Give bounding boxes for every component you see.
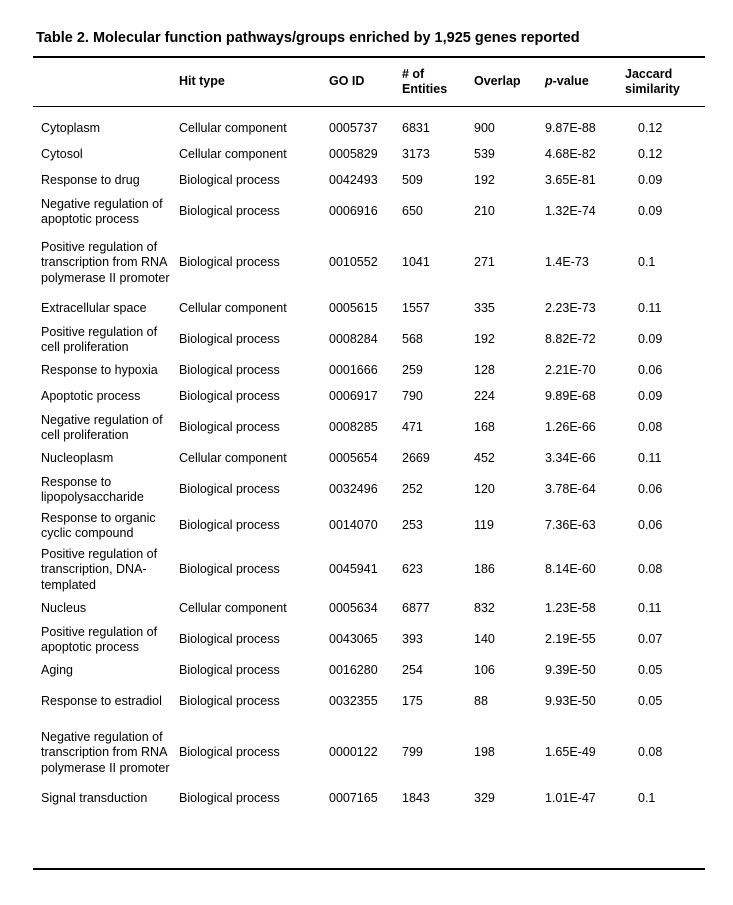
table-row [33, 322, 713, 358]
hit-type-cell: Biological process [179, 562, 280, 577]
entities-cell: 1041 [402, 255, 430, 270]
pathway-cell: Negative regulation of transcription from RNA polymerase II promoter [41, 729, 170, 775]
go-id-cell: 0016280 [329, 663, 378, 678]
overlap-cell: 192 [474, 332, 495, 347]
entities-cell: 509 [402, 173, 423, 188]
jaccard-cell: 0.09 [638, 204, 663, 219]
overlap-cell: 224 [474, 389, 495, 404]
go-id-cell: 0045941 [329, 562, 378, 577]
go-id-cell: 0008285 [329, 420, 378, 435]
hit-type-cell: Biological process [179, 332, 280, 347]
table-caption: Table 2. Molecular function pathways/groups enriched by 1,925 genes reported [36, 30, 580, 46]
entities-cell: 568 [402, 332, 423, 347]
pathway-cell: Positive regulation of transcription, DNA-templated [41, 546, 158, 592]
p-value-cell: 2.23E-73 [545, 301, 596, 316]
pathway-cell: Cytoplasm [41, 121, 101, 136]
table-row [33, 168, 713, 194]
jaccard-cell: 0.06 [638, 518, 663, 533]
table-row [33, 142, 713, 168]
hit-type-cell: Biological process [179, 632, 280, 647]
go-id-cell: 0032355 [329, 694, 378, 709]
hit-type-cell: Biological process [179, 482, 280, 497]
jaccard-cell: 0.09 [638, 389, 663, 404]
pathway-cell: Positive regulation of apoptotic process [41, 624, 158, 654]
hit-type-cell: Biological process [179, 694, 280, 709]
pathway-cell: Response to hypoxia [41, 363, 158, 378]
header-hit-type: Hit type [179, 74, 225, 89]
table-row [33, 684, 713, 720]
p-value-cell: 9.89E-68 [545, 389, 596, 404]
table-row [33, 544, 713, 596]
p-value-cell: 1.23E-58 [545, 601, 596, 616]
go-id-cell: 0001666 [329, 363, 378, 378]
table-row [33, 296, 713, 322]
jaccard-cell: 0.11 [638, 451, 662, 466]
entities-cell: 6831 [402, 121, 430, 136]
p-value-cell: 1.26E-66 [545, 420, 596, 435]
header-go-id: GO ID [329, 74, 365, 89]
jaccard-cell: 0.05 [638, 663, 663, 678]
overlap-cell: 192 [474, 173, 495, 188]
p-value-cell: 2.19E-55 [545, 632, 596, 647]
p-value-cell: 1.01E-47 [545, 791, 596, 806]
overlap-cell: 119 [474, 518, 494, 533]
table-row [33, 720, 713, 786]
enrichment-table [33, 58, 713, 812]
table-row [33, 596, 713, 622]
table-row [33, 472, 713, 508]
spacer-cell [33, 106, 713, 116]
pathway-cell: Signal transduction [41, 791, 148, 806]
hit-type-cell: Biological process [179, 255, 280, 270]
go-id-cell: 0014070 [329, 518, 378, 533]
header-pathway [33, 58, 179, 106]
pathway-cell: Negative regulation of apoptotic process [41, 196, 163, 226]
entities-cell: 623 [402, 562, 423, 577]
jaccard-cell: 0.08 [638, 745, 663, 760]
overlap-cell: 271 [474, 255, 495, 270]
entities-cell: 2669 [402, 451, 430, 466]
pathway-cell: Response to drug [41, 173, 140, 188]
entities-cell: 471 [402, 420, 423, 435]
jaccard-cell: 0.05 [638, 694, 663, 709]
hit-type-cell: Biological process [179, 663, 280, 678]
go-id-cell: 0000122 [329, 745, 378, 760]
hit-type-cell: Biological process [179, 389, 280, 404]
header-entities-line2: Entities [402, 82, 448, 96]
p-value-cell: 7.36E-63 [545, 518, 596, 533]
hit-type-cell: Biological process [179, 204, 280, 219]
overlap-cell: 210 [474, 204, 495, 219]
hit-type-cell: Cellular component [179, 147, 287, 162]
pathway-cell: Extracellular space [41, 301, 147, 316]
hit-type-cell: Biological process [179, 173, 280, 188]
overlap-cell: 539 [474, 147, 495, 162]
entities-cell: 650 [402, 204, 423, 219]
pathway-cell: Response to organic cyclic compound [41, 510, 156, 540]
p-value-cell: 8.14E-60 [545, 562, 596, 577]
p-value-cell: 9.93E-50 [545, 694, 596, 709]
entities-cell: 253 [402, 518, 423, 533]
pathway-cell: Positive regulation of cell proliferation [41, 324, 158, 354]
overlap-cell: 452 [474, 451, 495, 466]
entities-cell: 3173 [402, 147, 430, 162]
entities-cell: 790 [402, 389, 423, 404]
jaccard-cell: 0.1 [638, 255, 656, 270]
go-id-cell: 0005654 [329, 451, 378, 466]
overlap-cell: 106 [474, 663, 495, 678]
go-id-cell: 0043065 [329, 632, 378, 647]
jaccard-cell: 0.06 [638, 363, 663, 378]
table-row [33, 116, 713, 142]
go-id-cell: 0042493 [329, 173, 378, 188]
entities-cell: 799 [402, 745, 423, 760]
p-value-cell: 1.65E-49 [545, 745, 596, 760]
table-row [33, 230, 713, 296]
table-row [33, 658, 713, 684]
p-value-cell: 1.32E-74 [545, 204, 596, 219]
hit-type-cell: Cellular component [179, 301, 287, 316]
table-header [33, 58, 713, 106]
go-id-cell: 0007165 [329, 791, 378, 806]
hit-type-cell: Biological process [179, 518, 280, 533]
header-jaccard-line2: similarity [625, 82, 680, 96]
jaccard-cell: 0.08 [638, 420, 663, 435]
jaccard-cell: 0.12 [638, 147, 663, 162]
go-id-cell: 0005615 [329, 301, 378, 316]
pathway-cell: Positive regulation of transcription from RNA polymerase II promoter [41, 239, 170, 285]
go-id-cell: 0006917 [329, 389, 378, 404]
go-id-cell: 0010552 [329, 255, 378, 270]
overlap-cell: 168 [474, 420, 495, 435]
pathway-cell: Nucleoplasm [41, 451, 114, 466]
header-jaccard-line1: Jaccard [625, 66, 673, 81]
overlap-cell: 140 [474, 632, 495, 647]
overlap-cell: 120 [474, 482, 495, 497]
jaccard-cell: 0.06 [638, 482, 663, 497]
p-value-cell: 3.78E-64 [545, 482, 596, 497]
table-row [33, 446, 713, 472]
entities-cell: 259 [402, 363, 423, 378]
overlap-cell: 335 [474, 301, 495, 316]
go-id-cell: 0005829 [329, 147, 378, 162]
go-id-cell: 0005634 [329, 601, 378, 616]
p-value-cell: 9.87E-88 [545, 121, 596, 136]
p-value-cell: 1.4E-73 [545, 255, 589, 270]
entities-cell: 254 [402, 663, 423, 678]
header-entities [402, 58, 474, 106]
header-p-italic: p [545, 74, 553, 89]
pathway-cell: Negative regulation of cell proliferation [41, 412, 163, 442]
overlap-cell: 198 [474, 745, 495, 760]
header-overlap: Overlap [474, 74, 521, 89]
p-value-cell: 8.82E-72 [545, 332, 596, 347]
go-id-cell: 0005737 [329, 121, 378, 136]
go-id-cell: 0032496 [329, 482, 378, 497]
pathway-cell: Response to estradiol [41, 694, 162, 709]
go-id-cell: 0006916 [329, 204, 378, 219]
jaccard-cell: 0.12 [638, 121, 663, 136]
overlap-cell: 329 [474, 791, 495, 806]
hit-type-cell: Cellular component [179, 451, 287, 466]
table-row [33, 786, 713, 812]
entities-cell: 6877 [402, 601, 430, 616]
header-jaccard [625, 58, 713, 106]
go-id-cell: 0008284 [329, 332, 378, 347]
jaccard-cell: 0.09 [638, 332, 663, 347]
jaccard-cell: 0.1 [638, 791, 656, 806]
p-value-cell: 3.65E-81 [545, 173, 596, 188]
jaccard-cell: 0.08 [638, 562, 663, 577]
pathway-cell: Nucleus [41, 601, 87, 616]
hit-type-cell: Biological process [179, 420, 280, 435]
pathway-cell: Apoptotic process [41, 389, 141, 404]
jaccard-cell: 0.11 [638, 301, 662, 316]
table-row [33, 622, 713, 658]
overlap-cell: 186 [474, 562, 495, 577]
overlap-cell: 88 [474, 694, 488, 709]
entities-cell: 393 [402, 632, 423, 647]
table-row [33, 358, 713, 384]
hit-type-cell: Cellular component [179, 121, 287, 136]
p-value-cell: 3.34E-66 [545, 451, 596, 466]
jaccard-cell: 0.09 [638, 173, 663, 188]
jaccard-cell: 0.07 [638, 632, 663, 647]
entities-cell: 1557 [402, 301, 430, 316]
overlap-cell: 832 [474, 601, 495, 616]
entities-cell: 175 [402, 694, 423, 709]
entities-cell: 252 [402, 482, 423, 497]
hit-type-cell: Biological process [179, 791, 280, 806]
hit-type-cell: Cellular component [179, 601, 287, 616]
bottom-rule [33, 868, 705, 870]
table-row [33, 410, 713, 446]
overlap-cell: 900 [474, 121, 495, 136]
p-value-cell: 9.39E-50 [545, 663, 596, 678]
hit-type-cell: Biological process [179, 745, 280, 760]
p-value-cell: 2.21E-70 [545, 363, 596, 378]
entities-cell: 1843 [402, 791, 430, 806]
table-row [33, 384, 713, 410]
hit-type-cell: Biological process [179, 363, 280, 378]
table-body [33, 106, 713, 812]
p-value-cell: 4.68E-82 [545, 147, 596, 162]
overlap-cell: 128 [474, 363, 495, 378]
header-p-value [545, 58, 625, 106]
header-row [33, 58, 713, 106]
header-entities-line1: # of [402, 66, 425, 81]
table-row [33, 194, 713, 230]
pathway-cell: Aging [41, 663, 73, 678]
jaccard-cell: 0.11 [638, 601, 662, 616]
header-p-rest: -value [552, 74, 589, 89]
spacer-row [33, 106, 713, 116]
pathway-cell: Cytosol [41, 147, 83, 162]
pathway-cell: Response to lipopolysaccharide [41, 474, 144, 504]
table-row [33, 508, 713, 544]
